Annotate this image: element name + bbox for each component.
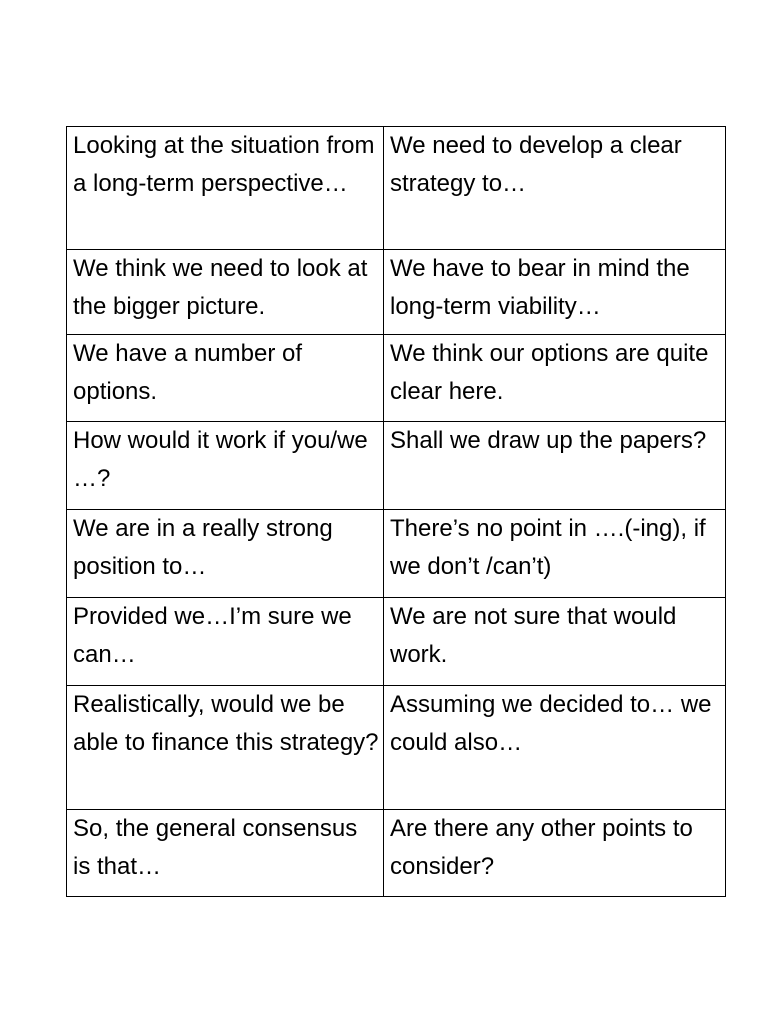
cell-text: Assuming we decided to… we could also… [390, 691, 712, 756]
cell-text: We think our options are quite clear here. [390, 340, 709, 405]
cell-text: We think we need to look at the bigger picture. [73, 255, 368, 320]
table-cell [384, 422, 726, 510]
cell-text: Looking at the situation from a long-term perspective… [73, 132, 375, 197]
table-cell [384, 127, 726, 250]
table-row [67, 422, 726, 510]
table-cell [67, 335, 384, 422]
table-cell [67, 810, 384, 897]
cell-text: We are not sure that would work. [390, 603, 677, 668]
table-cell [384, 686, 726, 810]
table-cell [67, 127, 384, 250]
table-row [67, 335, 726, 422]
table-cell [67, 598, 384, 686]
table-cell [384, 335, 726, 422]
table-row [67, 510, 726, 598]
cell-text: Shall we draw up the papers? [390, 427, 707, 454]
phrase-table [66, 126, 726, 897]
cell-text: We are in a really strong position to… [73, 515, 333, 580]
table-cell [67, 686, 384, 810]
table-row [67, 598, 726, 686]
table-cell [67, 510, 384, 598]
cell-text: Provided we…I’m sure we can… [73, 603, 352, 668]
cell-text: There’s no point in ….(-ing), if we don’t /can’t) [390, 515, 706, 580]
table-cell [384, 250, 726, 335]
cell-text: Are there any other points to consider? [390, 815, 693, 880]
table-cell [384, 598, 726, 686]
cell-text: Realistically, would we be able to finance this strategy? [73, 691, 379, 756]
table-row [67, 810, 726, 897]
cell-text: We have a number of options. [73, 340, 303, 405]
table-cell [384, 510, 726, 598]
cell-text: We need to develop a clear strategy to… [390, 132, 682, 197]
table-cell [384, 810, 726, 897]
cell-text: So, the general consensus is that… [73, 815, 358, 880]
cell-text: We have to bear in mind the long-term viability… [390, 255, 690, 320]
table-row [67, 127, 726, 250]
table-cell [67, 250, 384, 335]
table-row [67, 686, 726, 810]
cell-text: How would it work if you/we …? [73, 427, 368, 492]
table-row [67, 250, 726, 335]
table-cell [67, 422, 384, 510]
